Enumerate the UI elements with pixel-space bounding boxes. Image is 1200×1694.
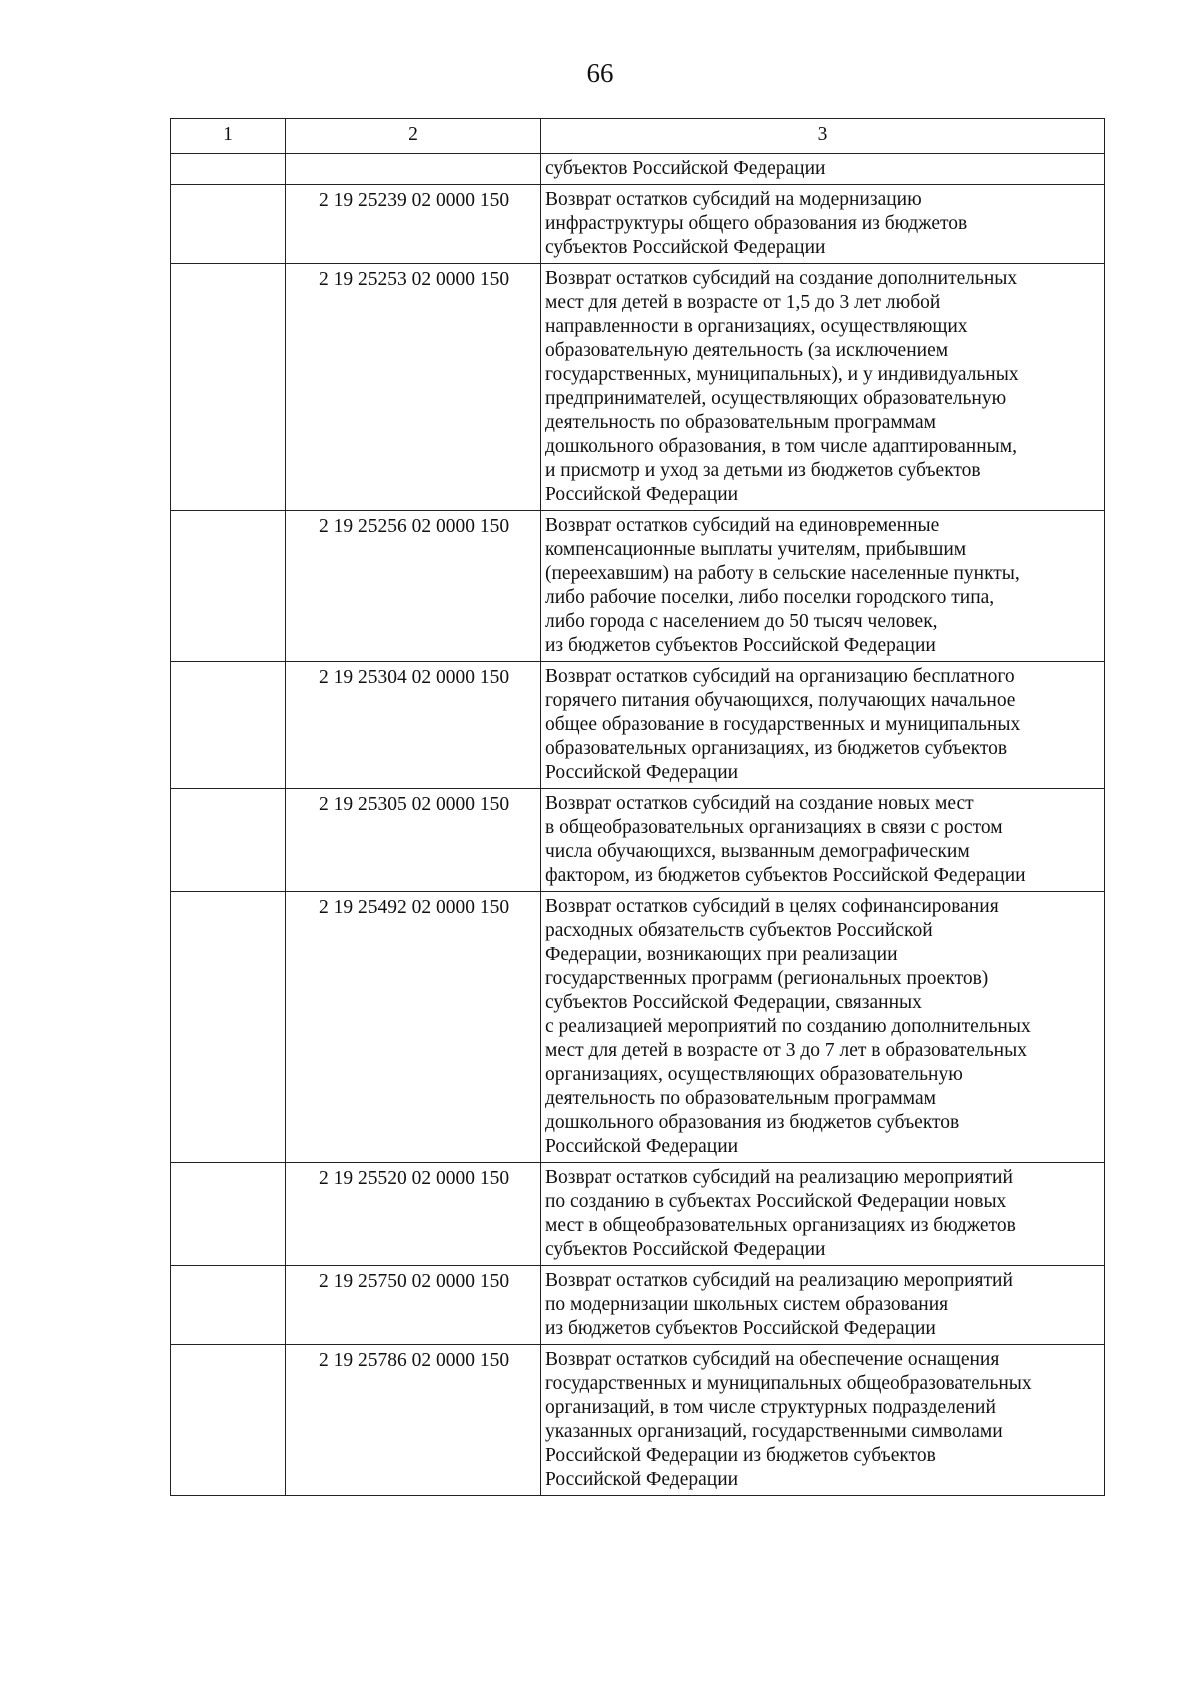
page-number: 66: [586, 58, 614, 88]
table-row: [171, 264, 1105, 511]
income-name-line: государственных и муниципальных общеобразовательных: [545, 1373, 1032, 1394]
income-name-line: Российской Федерации: [545, 762, 739, 783]
cell-budget-code: 2 19 25492 02 0000 150: [286, 892, 541, 1163]
cell-income-name: [541, 511, 1105, 662]
income-name-line: Возврат остатков субсидий на реализацию мероприятий: [545, 1167, 1013, 1188]
income-name-line: в общеобразовательных организациях в связи с ростом: [545, 817, 1003, 838]
table-row: [171, 511, 1105, 662]
income-name-line: направленности в организациях, осуществляющих: [545, 316, 968, 337]
income-name-line: числа обучающихся, вызванным демографическим: [545, 841, 970, 862]
cell-budget-code: 2 19 25786 02 0000 150: [286, 1345, 541, 1496]
income-name-line: субъектов Российской Федерации: [545, 237, 826, 258]
income-name-line: инфраструктуры общего образования из бюджетов: [545, 213, 968, 234]
income-name-line: указанных организаций, государственными символами: [545, 1421, 1003, 1442]
income-name-line: по модернизации школьных систем образования: [545, 1294, 949, 1315]
income-name-line: общее образование в государственных и муниципальных: [545, 714, 1021, 735]
cell-income-name: [541, 789, 1105, 892]
cell-budget-code: 2 19 25256 02 0000 150: [286, 511, 541, 662]
cell-col-1: [171, 154, 286, 185]
table-header-row: [171, 119, 1105, 154]
income-name-line: фактором, из бюджетов субъектов Российской Федерации: [545, 865, 1026, 886]
cell-col-1: [171, 1345, 286, 1496]
income-name-line: по созданию в субъектах Российской Федерации новых: [545, 1191, 1007, 1212]
income-name-line: дошкольного образования из бюджетов субъектов: [545, 1112, 960, 1133]
cell-col-1: [171, 662, 286, 789]
table-row: [171, 1345, 1105, 1496]
cell-income-name: [541, 892, 1105, 1163]
cell-col-1: [171, 511, 286, 662]
income-name-line: субъектов Российской Федерации: [545, 1239, 826, 1260]
income-name-line: государственных, муниципальных), и у индивидуальных: [545, 364, 1019, 385]
income-name-line: либо города с населением до 50 тысяч человек,: [545, 611, 938, 632]
income-name-line: Возврат остатков субсидий в целях софинансирования: [545, 896, 999, 917]
income-name-line: Возврат остатков субсидий на организацию бесплатного: [545, 666, 1015, 687]
cell-col-1: [171, 185, 286, 264]
cell-budget-code: 2 19 25520 02 0000 150: [286, 1163, 541, 1266]
income-name-line: образовательных организациях, из бюджетов субъектов: [545, 738, 1008, 759]
cell-col-1: [171, 1266, 286, 1345]
income-name-line: либо рабочие поселки, либо поселки городского типа,: [545, 587, 995, 608]
income-name-line: мест в общеобразовательных организациях из бюджетов: [545, 1215, 1016, 1236]
cell-income-name: [541, 264, 1105, 511]
income-name-line: субъектов Российской Федерации: [545, 158, 826, 179]
income-name-line: организациях, осуществляющих образовательную: [545, 1064, 963, 1085]
income-name-line: (переехавшим) на работу в сельские населенные пункты,: [545, 563, 1020, 584]
cell-budget-code: [286, 154, 541, 185]
cell-budget-code: 2 19 25239 02 0000 150: [286, 185, 541, 264]
header-col-1: 1: [171, 119, 286, 154]
table-row: [171, 185, 1105, 264]
header-col-3: 3: [541, 119, 1105, 154]
cell-col-1: [171, 789, 286, 892]
cell-col-1: [171, 892, 286, 1163]
cell-income-name: [541, 185, 1105, 264]
income-name-line: Возврат остатков субсидий на модернизацию: [545, 189, 922, 210]
income-name-line: и присмотр и уход за детьми из бюджетов субъектов: [545, 460, 981, 481]
budget-codes-table: [170, 118, 1105, 1496]
table-row: [171, 789, 1105, 892]
cell-income-name: [541, 662, 1105, 789]
cell-income-name: [541, 1266, 1105, 1345]
table-row: [171, 154, 1105, 185]
cell-income-name: [541, 1345, 1105, 1496]
income-name-line: деятельность по образовательным программам: [545, 412, 936, 433]
header-col-2: 2: [286, 119, 541, 154]
income-name-line: Возврат остатков субсидий на обеспечение оснащения: [545, 1349, 1000, 1370]
cell-col-1: [171, 1163, 286, 1266]
income-name-line: Возврат остатков субсидий на создание новых мест: [545, 793, 974, 814]
income-name-line: деятельность по образовательным программам: [545, 1088, 936, 1109]
table-row: [171, 892, 1105, 1163]
income-name-line: Российской Федерации: [545, 1469, 739, 1490]
income-name-line: дошкольного образования, в том числе адаптированным,: [545, 436, 1017, 457]
cell-budget-code: 2 19 25305 02 0000 150: [286, 789, 541, 892]
income-name-line: субъектов Российской Федерации, связанных: [545, 992, 922, 1013]
income-name-line: компенсационные выплаты учителям, прибывшим: [545, 539, 967, 560]
income-name-line: горячего питания обучающихся, получающих начальное: [545, 690, 1016, 711]
income-name-line: Возврат остатков субсидий на создание дополнительных: [545, 268, 1018, 289]
table-row: [171, 1266, 1105, 1345]
income-name-line: предпринимателей, осуществляющих образовательную: [545, 388, 1007, 409]
income-name-line: Российской Федерации: [545, 484, 739, 505]
income-name-line: образовательную деятельность (за исключением: [545, 340, 949, 361]
income-name-line: Федерации, возникающих при реализации: [545, 944, 898, 965]
table-body: [171, 119, 1105, 1496]
income-name-line: с реализацией мероприятий по созданию дополнительных: [545, 1016, 1031, 1037]
income-name-line: из бюджетов субъектов Российской Федерации: [545, 635, 936, 656]
income-name-line: организаций, в том числе структурных подразделений: [545, 1397, 996, 1418]
cell-income-name: [541, 1163, 1105, 1266]
table-row: [171, 662, 1105, 789]
cell-budget-code: 2 19 25304 02 0000 150: [286, 662, 541, 789]
income-name-line: Российской Федерации: [545, 1136, 739, 1157]
cell-income-name: [541, 154, 1105, 185]
table-row: [171, 1163, 1105, 1266]
income-name-line: расходных обязательств субъектов Российской: [545, 920, 933, 941]
income-name-line: Российской Федерации из бюджетов субъектов: [545, 1445, 936, 1466]
income-name-line: из бюджетов субъектов Российской Федерации: [545, 1318, 936, 1339]
income-name-line: Возврат остатков субсидий на единовременные: [545, 515, 940, 536]
income-name-line: мест для детей в возрасте от 1,5 до 3 лет любой: [545, 292, 941, 313]
cell-budget-code: 2 19 25253 02 0000 150: [286, 264, 541, 511]
income-name-line: мест для детей в возрасте от 3 до 7 лет в образовательных: [545, 1040, 1027, 1061]
cell-budget-code: 2 19 25750 02 0000 150: [286, 1266, 541, 1345]
income-name-line: Возврат остатков субсидий на реализацию мероприятий: [545, 1270, 1013, 1291]
income-name-line: государственных программ (региональных проектов): [545, 968, 989, 989]
cell-col-1: [171, 264, 286, 511]
